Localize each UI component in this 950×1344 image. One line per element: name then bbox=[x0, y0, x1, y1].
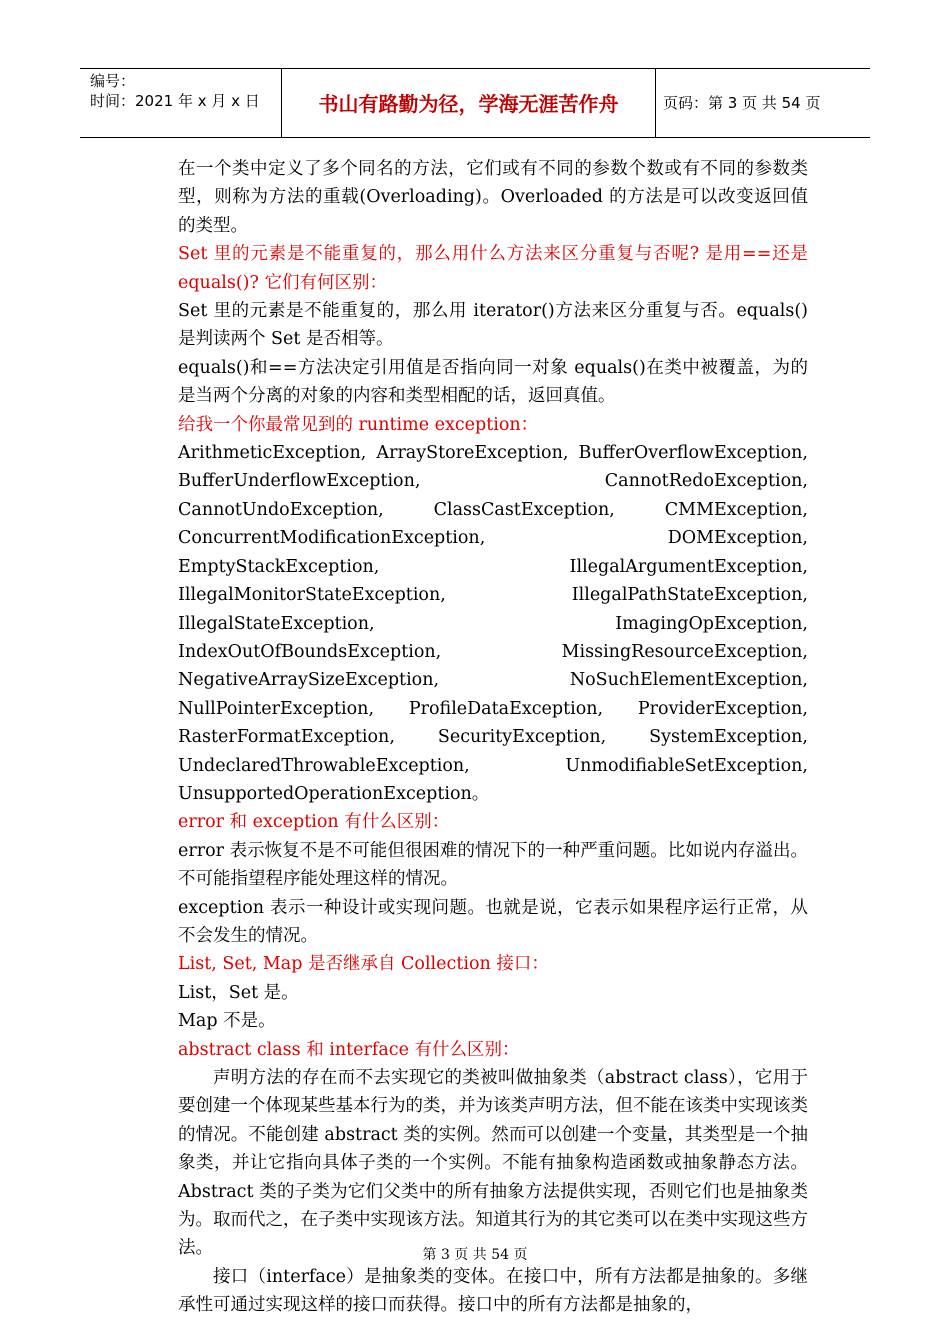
date-label: 时间：2021 年 x 月 x 日 bbox=[90, 92, 260, 110]
answer-exception: exception 表示一种设计或实现问题。也就是说，它表示如果程序运行正常，从不会发生的情况。 bbox=[178, 897, 808, 946]
header-motto-cell bbox=[281, 69, 656, 137]
paragraph-overloading: 在一个类中定义了多个同名的方法，它们或有不同的参数个数或有不同的参数类型，则称为方法的重载(Overloading)。Overloaded 的方法是可以改变返回值的类型。 bbox=[178, 159, 808, 236]
page-header bbox=[80, 68, 870, 138]
answer-map: Map 不是。 bbox=[178, 1011, 276, 1032]
answer-error: error 表示恢复不是不可能但很困难的情况下的一种严重问题。比如说内存溢出。不可能指望程序能处理这样的情况。 bbox=[178, 840, 808, 890]
question-collection: List, Set, Map 是否继承自 Collection 接口： bbox=[178, 954, 549, 975]
question-abstract-interface: abstract class 和 interface 有什么区别： bbox=[178, 1039, 520, 1060]
header-info-cell bbox=[80, 69, 281, 137]
answer-list-set: List，Set 是。 bbox=[178, 982, 299, 1003]
header-motto: 书山有路勤为径，学海无涯苦作舟 bbox=[318, 92, 619, 116]
answer-set-iterator: Set 里的元素是不能重复的，那么用 iterator()方法来区分重复与否。equals()是判读两个 Set 是否相等。 bbox=[178, 301, 808, 350]
answer-interface: 接口（interface）是抽象类的变体。在接口中，所有方法都是抽象的。多继承性可通过实现这样的接口而获得。接口中的所有方法都是抽象的， bbox=[178, 1266, 808, 1316]
answer-abstract-class: 声明方法的存在而不去实现它的类被叫做抽象类（abstract class），它用于要创建一个体现某些基本行为的类，并为该类声明方法，但不能在该类中实现该类的情况。不能创建 abstract 类的实例。然而可以创建一个变量，其类型是一个抽象类，并让它指向具体子类的一个实例。不能有抽象构造函数或抽象静态方法。Abstract 类的子类为它们父类中的所有抽象方法提供实现，否则它们也是抽象类为。取而代之，在子类中实现该方法。知道其行为的其它类可以在类中实现这些方法。 bbox=[178, 1068, 808, 1259]
question-error-exception: error 和 exception 有什么区别： bbox=[178, 812, 450, 833]
header-page-code: 页码：第 3 页 共 54 页 bbox=[663, 94, 821, 112]
document-body bbox=[178, 155, 808, 1320]
question-runtime-exception: 给我一个你最常见到的 runtime exception： bbox=[178, 414, 539, 435]
serial-label: 编号： bbox=[90, 72, 136, 90]
question-set-equals: Set 里的元素是不能重复的，那么用什么方法来区分重复与否呢? 是用==还是 equals()? 它们有何区别： bbox=[178, 244, 808, 293]
page-footer: 第 3 页 共 54 页 bbox=[422, 1247, 528, 1263]
header-page-cell bbox=[655, 69, 870, 137]
exception-list: ArithmeticException, ArrayStoreException, BufferOverflowException, BufferUnderflowException, CannotRedoException, CannotUndoException, ClassCastException, CMMException, ConcurrentModificationException, DOMException, EmptyStackException, IllegalArgumentException, IllegalMonitorStateException, IllegalPathStateException, IllegalStateException, ImagingOpException, IndexOutOfBoundsException, MissingResourceException, NegativeArraySizeException, NoSuchElementException, NullPointerException, ProfileDataException, ProviderException, RasterFormatException, SecurityException, SystemException, UndeclaredThrowableException, UnmodifiableSetException, UnsupportedOperationException。 bbox=[178, 443, 808, 804]
answer-equals-operator: equals()和==方法决定引用值是否指向同一对象 equals()在类中被覆盖，为的是当两个分离的对象的内容和类型相配的话，返回真值。 bbox=[178, 357, 808, 407]
